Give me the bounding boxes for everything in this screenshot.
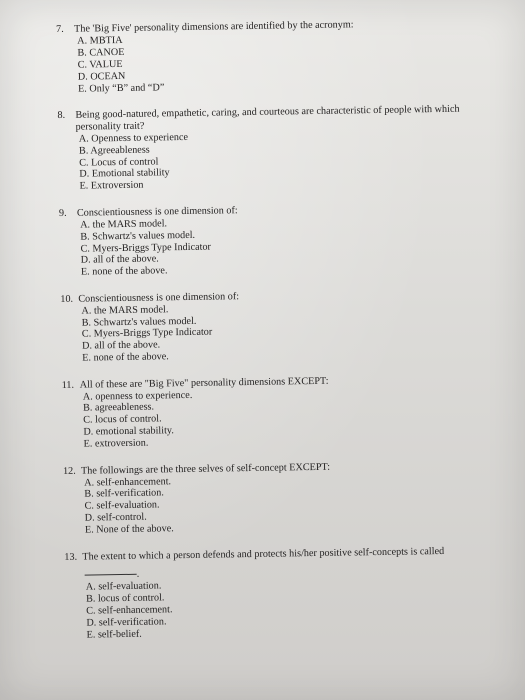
- option-e: E. none of the above.: [82, 351, 169, 364]
- option-b: B. agreeableness.: [82, 401, 155, 415]
- question-stem: The extent to which a person defends and protects his/her positive self-concepts is called: [82, 545, 445, 563]
- question-12: [63, 458, 514, 536]
- option-d: D. self-control.: [84, 511, 147, 524]
- option-a: A. openness to experience.: [82, 389, 193, 403]
- option-c: C. Myers-Briggs Type Indicator: [80, 241, 211, 255]
- blank-line: [85, 564, 137, 576]
- question-number: 13.: [64, 551, 78, 563]
- option-a: A. the MARS model.: [80, 217, 168, 231]
- option-c: C. Myers-Briggs Type Indicator: [81, 327, 213, 341]
- option-b: B. CANOE: [77, 46, 125, 59]
- option-d: D. all of the above.: [81, 339, 161, 352]
- question-number: 7.: [56, 23, 64, 35]
- question-9: [59, 201, 510, 279]
- question-stem: Being good-natured, empathetic, caring, and courteous are characteristic of people with which personality trait?: [75, 103, 460, 133]
- question-number: 9.: [58, 207, 67, 219]
- question-stem: Conscientiousness is one dimension of:: [78, 290, 240, 305]
- option-b: B. locus of control.: [85, 592, 165, 605]
- option-e: E. none of the above.: [80, 265, 168, 278]
- option-c: C. self-enhancement.: [86, 604, 173, 617]
- question-7: [56, 17, 507, 95]
- question-number: 8.: [57, 109, 66, 121]
- question-stem: The 'Big Five' personality dimensions are identified by the acronym:: [73, 19, 354, 35]
- option-e: E. extroversion.: [83, 437, 149, 450]
- option-c: C. locus of control.: [83, 413, 162, 426]
- question-number: 12.: [62, 465, 76, 477]
- option-d: D. emotional stability.: [83, 425, 174, 438]
- option-d: D. OCEAN: [77, 70, 126, 83]
- option-d: D. all of the above.: [80, 253, 159, 267]
- option-a: A. self-evaluation.: [85, 580, 162, 593]
- option-d: D. Emotional stability: [79, 167, 170, 181]
- question-list: [56, 17, 516, 656]
- option-b: B. self-verification.: [84, 487, 164, 501]
- question-stem: All of these are "Big Five" personality dimensions EXCEPT:: [79, 375, 329, 391]
- option-b: B. Schwartz's values model.: [81, 315, 197, 329]
- option-a: A. self-enhancement.: [84, 475, 172, 489]
- option-a: A. Openness to experience: [78, 131, 189, 145]
- question-number: 10.: [60, 293, 74, 305]
- option-e: E. None of the above.: [84, 523, 174, 536]
- question-stem: The followings are the three selves of self-concept EXCEPT:: [80, 461, 331, 477]
- stem-end: .: [136, 569, 140, 581]
- question-stem: Conscientiousness is one dimension of:: [76, 204, 238, 219]
- option-b: B. Schwartz's values model.: [80, 229, 196, 243]
- option-e: E. Extroversion: [79, 180, 144, 193]
- question-8: [57, 103, 508, 193]
- option-d: D. self-verification.: [86, 616, 167, 629]
- question-13: [64, 544, 515, 641]
- option-e: E. self-belief.: [86, 628, 142, 641]
- option-c: C. Locus of control: [79, 155, 159, 169]
- option-a: A. the MARS model.: [81, 303, 169, 317]
- option-b: B. Agreeableness: [78, 144, 150, 157]
- question-number: 11.: [61, 379, 75, 391]
- option-c: C. VALUE: [77, 58, 123, 71]
- question-11: [62, 373, 513, 451]
- option-c: C. self-evaluation.: [84, 499, 160, 512]
- question-10: [60, 287, 511, 365]
- option-e: E. Only “B” and “D”: [77, 81, 165, 95]
- option-a: A. MBTIA: [77, 34, 123, 47]
